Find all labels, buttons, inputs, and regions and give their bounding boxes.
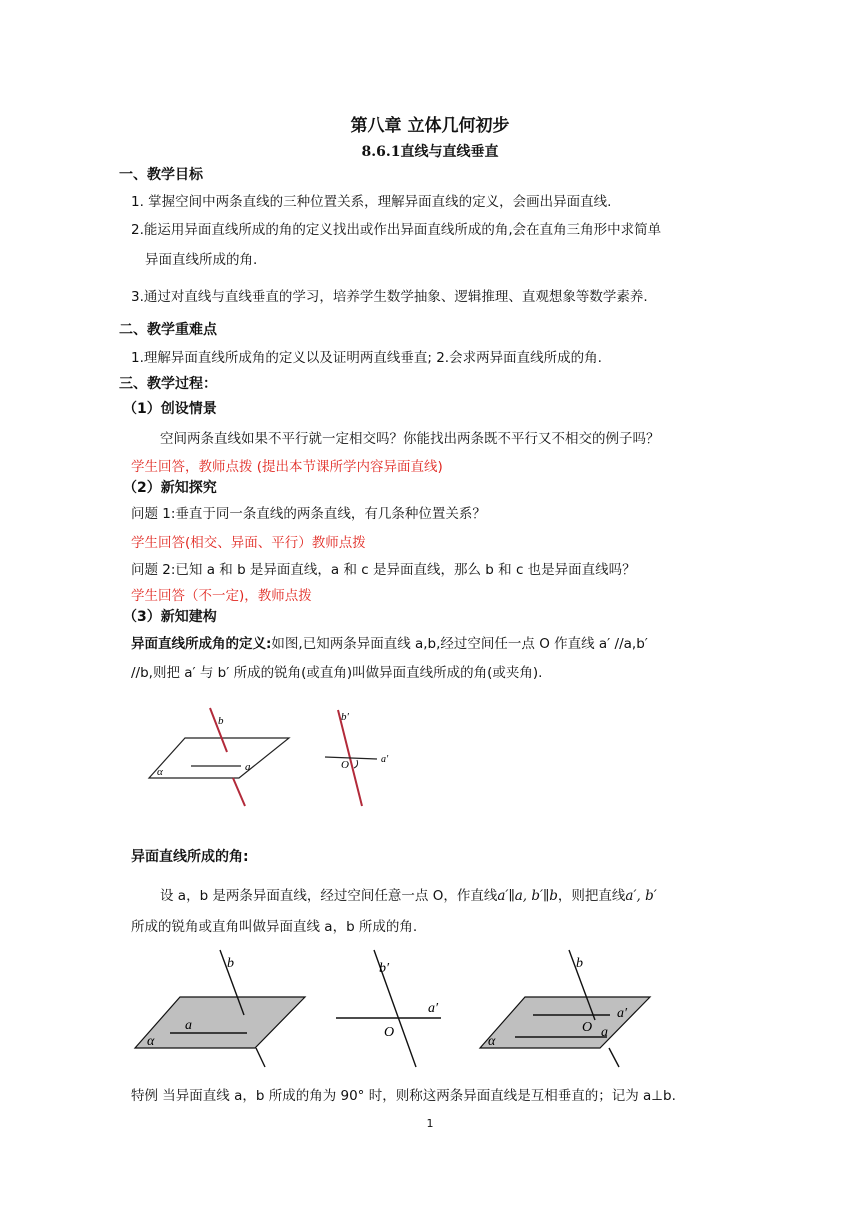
goal-1: 1. 掌握空间中两条直线的三种位置关系，理解异面直线的定义，会画出异面直线. [131, 194, 612, 210]
label-a-prime: a′ [381, 754, 389, 765]
paragraph-line2: 所成的锐角或直角叫做异面直线 a，b 所成的角. [131, 919, 418, 935]
intro-question: 空间两条直线如果不平行就一定相交吗？你能找出两条既不平行又不相交的例子吗？ [160, 431, 660, 447]
heading-step-2: （2）新知探究 [123, 480, 217, 496]
definition-line2: //b,则把 a′ 与 b′ 所成的锐角(或直角)叫做异面直线所成的角(或夹角). [131, 665, 543, 681]
goal-2-line2: 异面直线所成的角. [145, 252, 258, 268]
label-b-1: b [227, 956, 234, 971]
label-b-prime-2: b′ [379, 961, 390, 976]
label-a-3: a [601, 1025, 608, 1040]
angle-arc [354, 760, 358, 768]
label-O-3: O [582, 1020, 593, 1035]
math-parallel: a′∥a, b′∥b [497, 888, 558, 904]
heading-step-3: （3）新知建构 [123, 609, 217, 625]
label-alpha: α [157, 766, 163, 778]
label-O-2: O [384, 1025, 395, 1040]
line-b-1-lower [256, 1048, 265, 1067]
question-2: 问题 2:已知 a 和 b 是异面直线，a 和 c 是异面直线，那么 b 和 c 也是异面直线吗？ [131, 562, 636, 578]
special-case: 特例 当异面直线 a，b 所成的角为 90° 时，则称这两条异面直线是互相垂直的；记为 a⊥b. [131, 1088, 676, 1104]
label-a-prime-3: a′ [617, 1006, 628, 1021]
figure-skew-lines-photo [135, 702, 455, 822]
label-alpha-3: α [488, 1034, 496, 1049]
label-b-3: b [576, 956, 583, 971]
heading-step-1: （1）创设情景 [123, 401, 217, 417]
definition-line1 [131, 632, 648, 652]
definition-term: 异面直线所成角的定义: [131, 636, 272, 652]
label-b: b [218, 715, 224, 727]
heading-angle: 异面直线所成的角: [131, 849, 249, 865]
math-lines: a′, b′ [625, 888, 657, 904]
goal-2-line1: 2.能运用异面直线所成的角的定义找出或作出异面直线所成的角,会在直角三角形中求简单 [131, 222, 662, 238]
heading-process: 三、教学过程： [119, 376, 217, 392]
label-b-prime: b′ [341, 711, 349, 723]
chapter-title: 第八章 立体几何初步 [350, 116, 510, 136]
definition-text: 如图,已知两条异面直线 a,b,经过空间任一点 O 作直线 a′ //a,b′ [271, 636, 648, 652]
answer-3: 学生回答（不一定)，教师点拨 [131, 588, 312, 604]
label-a: a [245, 761, 251, 773]
question-1: 问题 1:垂直于同一条直线的两条直线，有几条种位置关系？ [131, 506, 486, 522]
paragraph-text-a: 设 a，b 是两条异面直线，经过空间任意一点 O，作直线 [160, 888, 498, 904]
page-number: 1 [426, 1117, 434, 1130]
plane-alpha-1 [135, 997, 305, 1048]
plane-alpha [149, 738, 289, 778]
answer-1: 学生回答，教师点拨 (提出本节课所学内容异面直线) [131, 459, 443, 475]
key-points-line: 1.理解异面直线所成角的定义以及证明两直线垂直; 2.会求两异面直线所成的角. [131, 350, 602, 366]
paragraph-line1 [160, 884, 657, 904]
heading-goals: 一、教学目标 [119, 167, 203, 183]
label-O: O [341, 759, 349, 771]
figure-skew-lines-diagram [125, 945, 725, 1070]
label-alpha-1: α [147, 1034, 155, 1049]
label-a-prime-2: a′ [428, 1001, 439, 1016]
plane-alpha-3 [480, 997, 650, 1048]
line-b-3-lower [609, 1048, 619, 1067]
section-title: 8.6.1直线与直线垂直 [361, 144, 499, 160]
line-b-lower [233, 778, 245, 806]
answer-2: 学生回答(相交、异面、平行）教师点拨 [131, 535, 366, 551]
paragraph-text-b: ，则把直线 [557, 888, 626, 904]
goal-3: 3.通过对直线与直线垂直的学习，培养学生数学抽象、逻辑推理、直观想象等数学素养. [131, 289, 648, 305]
label-a-1: a [185, 1018, 192, 1033]
heading-key-points: 二、教学重难点 [119, 322, 217, 338]
